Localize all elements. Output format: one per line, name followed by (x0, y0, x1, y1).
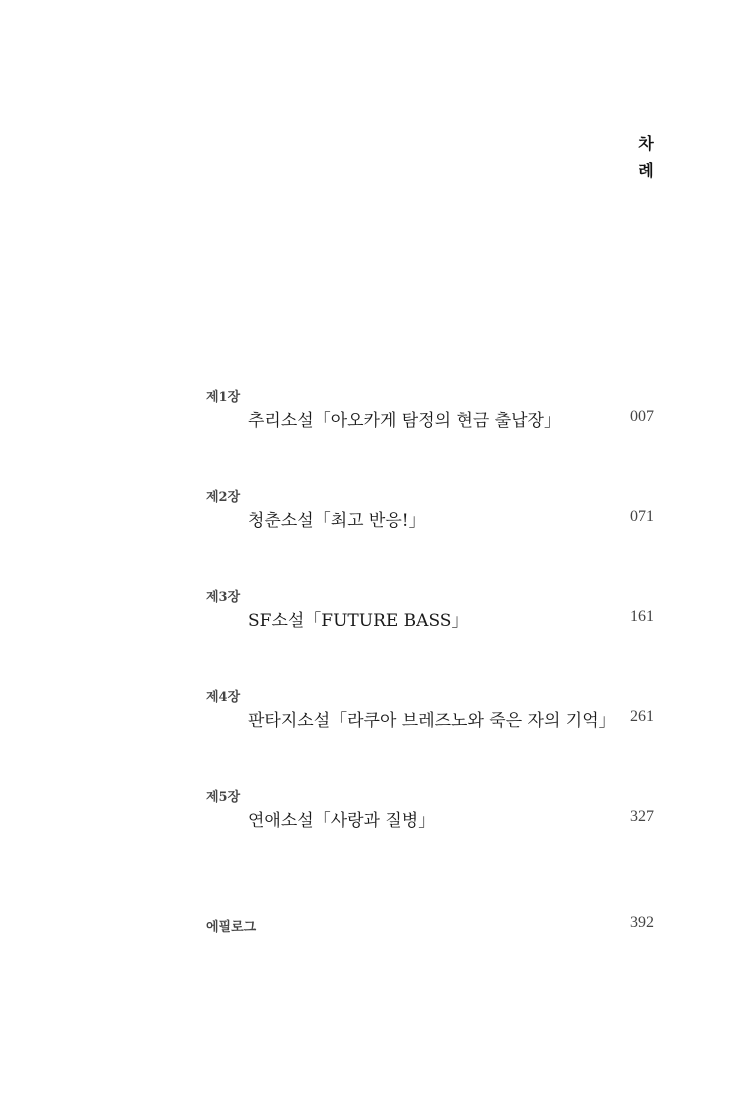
epilogue-label[interactable]: 에필로그 (206, 920, 257, 935)
chapter-title: 판타지소설「라쿠아 브레즈노와 죽은 자의 기억」 (248, 711, 616, 731)
page-number: 327 (630, 808, 654, 825)
chapter-label: 제3장 (206, 590, 241, 605)
epilogue-page-number: 392 (630, 914, 654, 931)
page-number: 071 (630, 508, 654, 525)
chapter-label: 제1장 (206, 390, 241, 405)
toc-heading (636, 130, 656, 184)
page-number: 261 (630, 708, 654, 725)
chapter-label: 제4장 (206, 690, 241, 705)
chapter-title: 청춘소설「최고 반응!」 (248, 511, 426, 531)
toc-heading-char-2: 례 (638, 161, 654, 180)
page-number: 161 (630, 608, 654, 625)
page-number: 007 (630, 408, 654, 425)
chapter-title: 추리소설「아오카게 탐정의 현금 출납장」 (248, 411, 561, 431)
chapter-title: 연애소설「사랑과 질병」 (248, 811, 436, 831)
chapter-title: SF소설「FUTURE BASS」 (248, 611, 469, 631)
chapter-label: 제5장 (206, 790, 241, 805)
chapter-label: 제2장 (206, 490, 241, 505)
toc-heading-char-1: 차 (638, 134, 654, 153)
